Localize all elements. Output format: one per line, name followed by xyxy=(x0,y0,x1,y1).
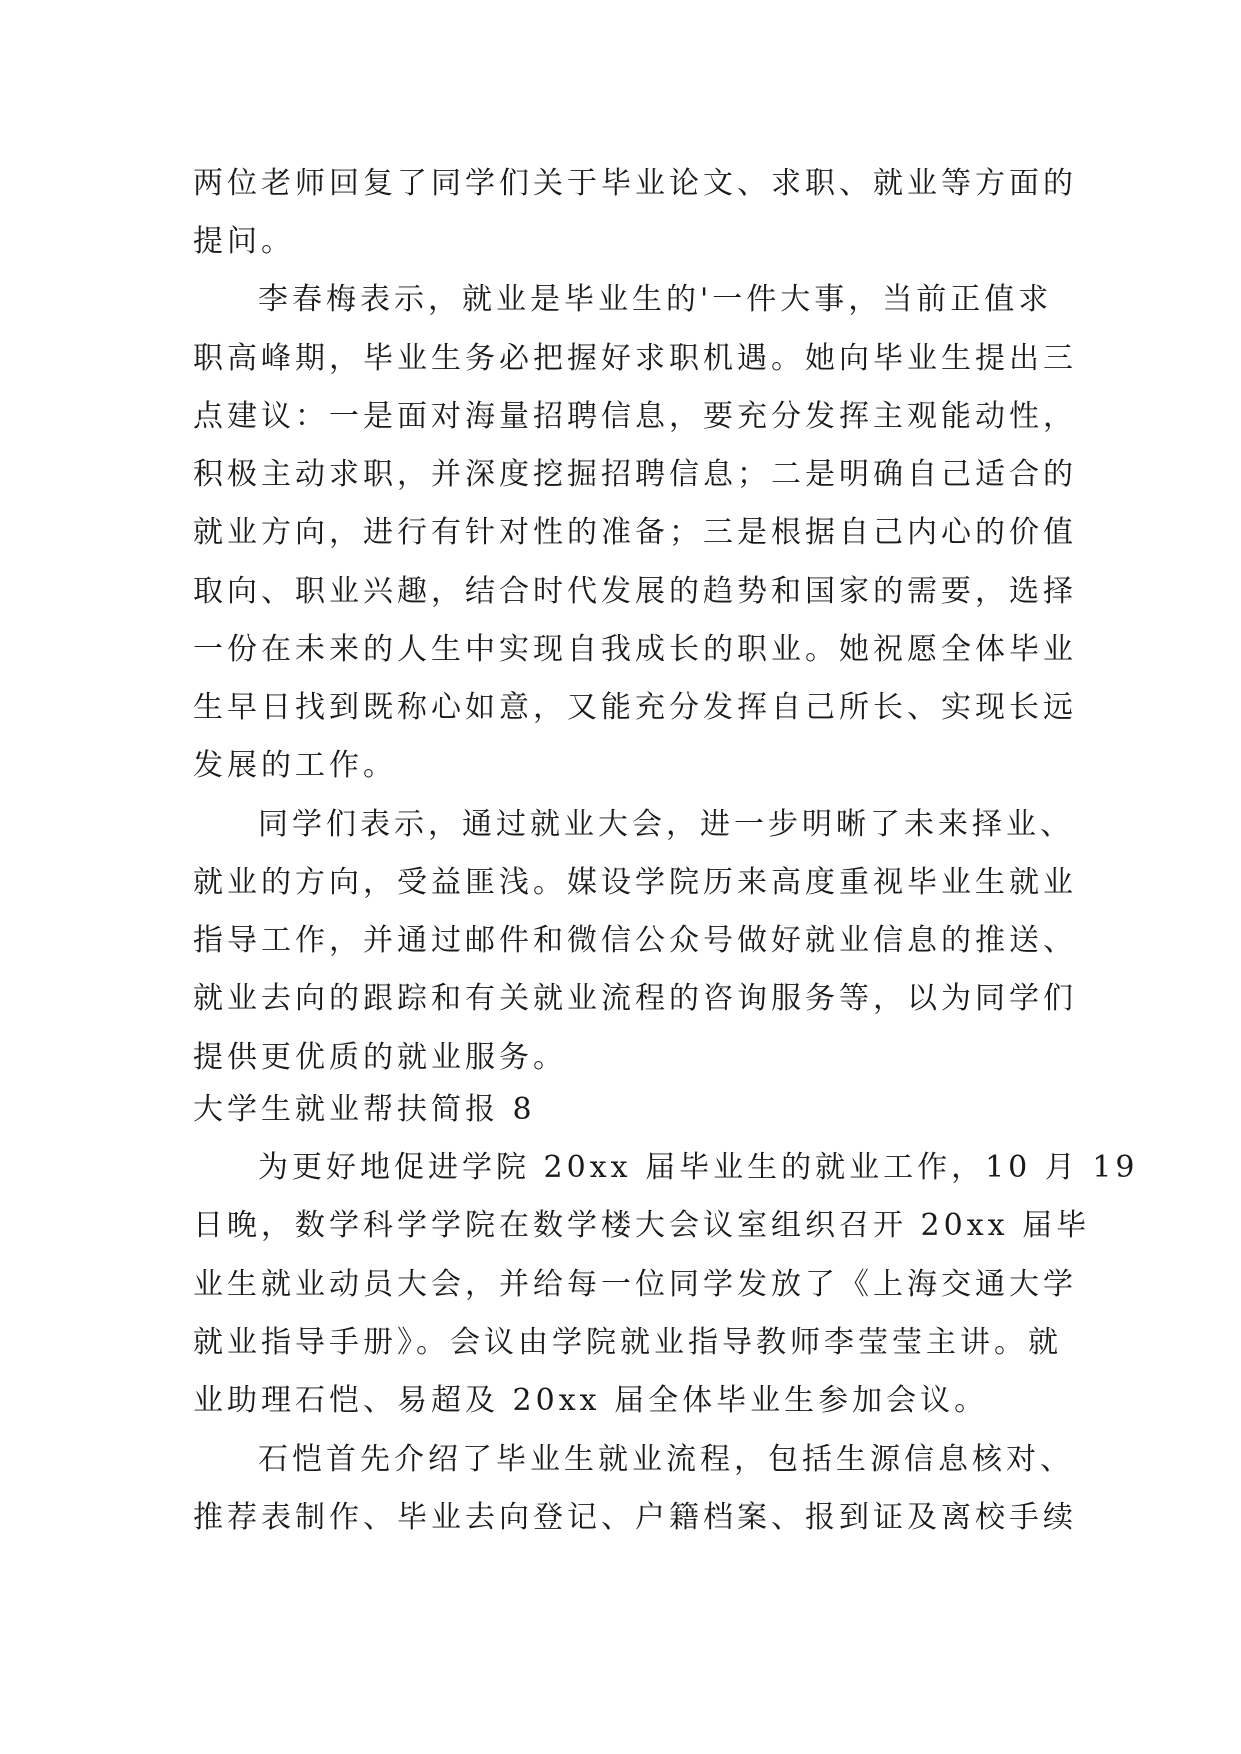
text-line: 一份在未来的人生中实现自我成长的职业。她祝愿全体毕业 xyxy=(193,632,1077,667)
text-line: 日晚，数学科学学院在数学楼大会议室组织召开 20xx 届毕 xyxy=(193,1208,1091,1243)
text-line: 李春梅表示，就业是毕业生的'一件大事，当前正值求 xyxy=(258,282,1053,317)
text-line: 点建议：一是面对海量招聘信息，要充分发挥主观能动性， xyxy=(193,399,1077,434)
text-line: 就业指导手册》。会议由学院就业指导教师李莹莹主讲。就 xyxy=(193,1325,1062,1360)
text-line: 取向、职业兴趣，结合时代发展的趋势和国家的需要，选择 xyxy=(193,574,1077,609)
text-line: 职高峰期，毕业生务必把握好求职机遇。她向毕业生提出三 xyxy=(193,341,1077,376)
text-line: 为更好地促进学院 20xx 届毕业生的就业工作，10 月 19 xyxy=(258,1150,1139,1185)
text-line: 就业去向的跟踪和有关就业流程的咨询服务等，以为同学们 xyxy=(193,981,1077,1016)
text-line: 就业方向，进行有针对性的准备；三是根据自己内心的价值 xyxy=(193,515,1077,550)
text-line: 石恺首先介绍了毕业生就业流程，包括生源信息核对、 xyxy=(258,1442,1074,1477)
text-line: 同学们表示，通过就业大会，进一步明晰了未来择业、 xyxy=(258,807,1074,842)
text-line: 积极主动求职，并深度挖掘招聘信息；二是明确自己适合的 xyxy=(193,457,1077,492)
text-line: 业生就业动员大会，并给每一位同学发放了《上海交通大学 xyxy=(193,1267,1077,1302)
text-line: 就业的方向，受益匪浅。媒设学院历来高度重视毕业生就业 xyxy=(193,865,1077,900)
text-line: 推荐表制作、毕业去向登记、户籍档案、报到证及离校手续 xyxy=(193,1500,1077,1535)
text-line: 发展的工作。 xyxy=(193,748,397,783)
text-line: 生早日找到既称心如意，又能充分发挥自己所长、实现长远 xyxy=(193,690,1077,725)
text-line: 两位老师回复了同学们关于毕业论文、求职、就业等方面的 xyxy=(193,166,1077,201)
text-line: 提供更优质的就业服务。 xyxy=(193,1040,567,1075)
text-line: 指导工作，并通过邮件和微信公众号做好就业信息的推送、 xyxy=(193,923,1077,958)
text-line: 提问。 xyxy=(193,224,295,259)
section-heading: 大学生就业帮扶简报 8 xyxy=(193,1092,536,1127)
text-line: 业助理石恺、易超及 20xx 届全体毕业生参加会议。 xyxy=(193,1383,989,1418)
